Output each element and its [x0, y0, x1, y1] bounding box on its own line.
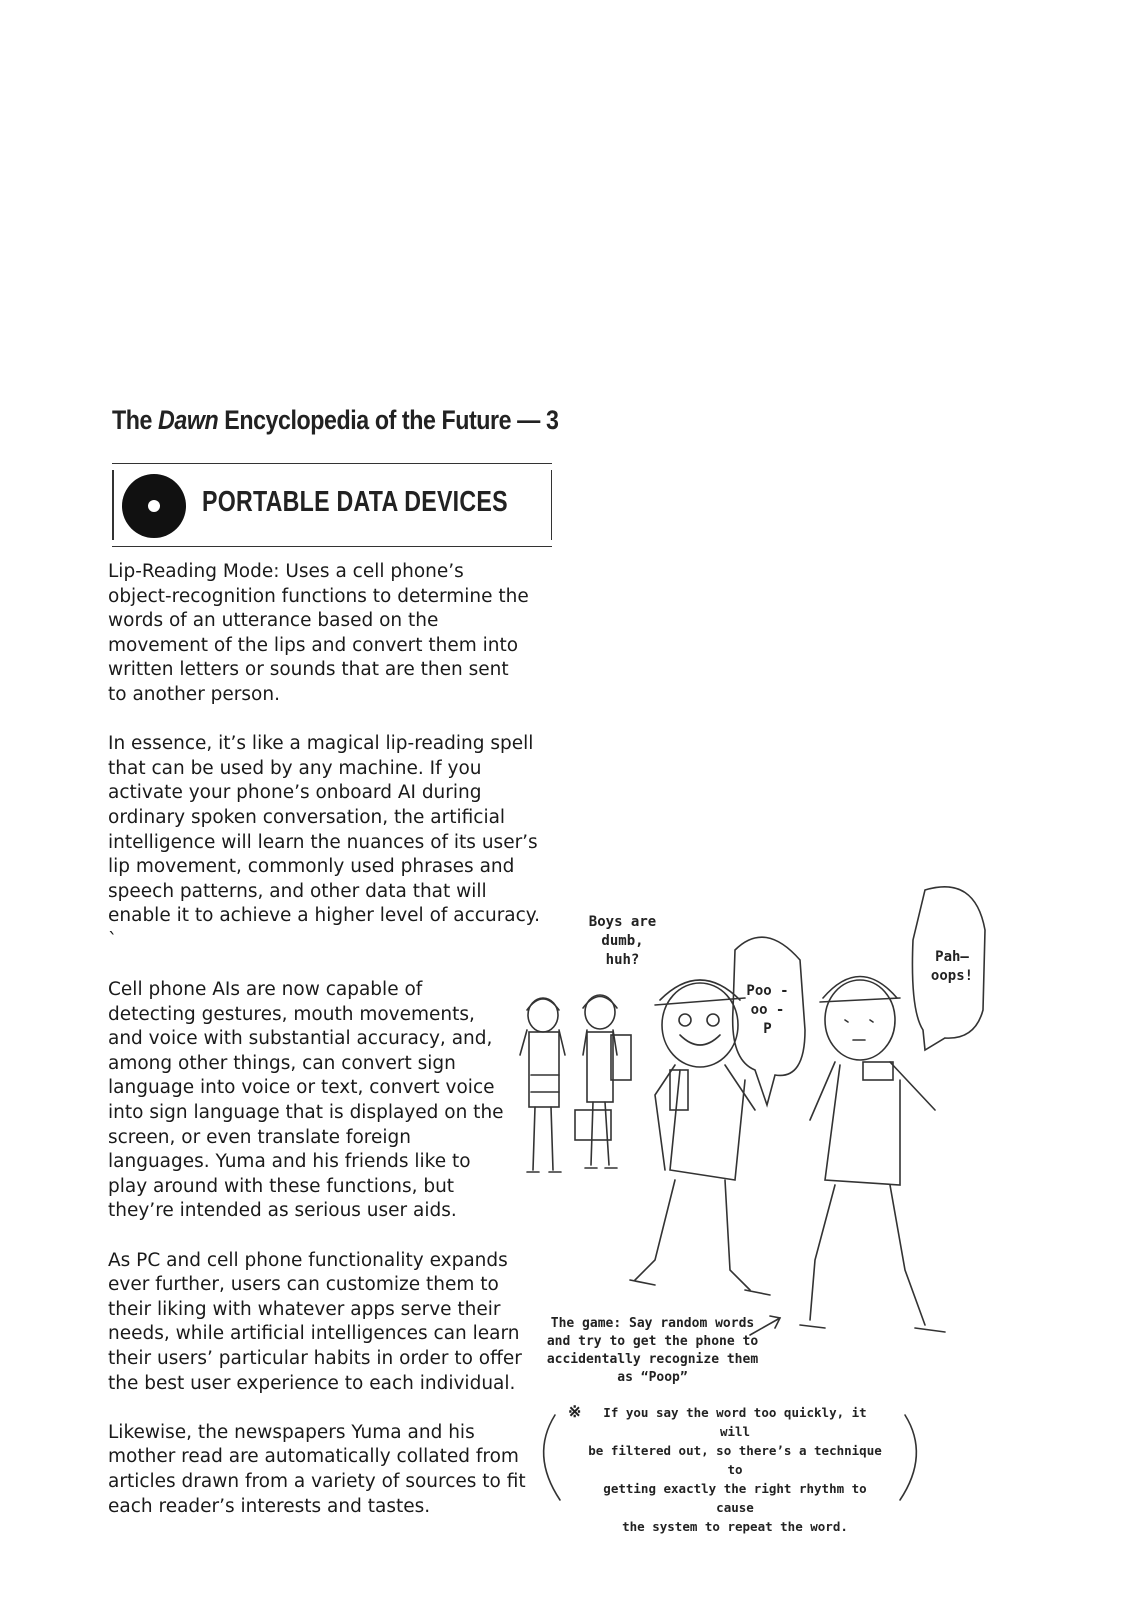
section-header: [112, 463, 552, 547]
note-paren-right: [900, 1415, 916, 1500]
girl-right: [575, 995, 631, 1168]
note-paren-left: [544, 1415, 560, 1500]
paragraph-ai-capabilities: Cell phone AIs are now capable of detecting gestures, mouth movements, and voice with substantial accuracy, and, among other things, can convert sign language into voice or text, convert voice into sign language that is displayed on the screen, or even translate foreign languages. Yuma and his friends like to play around with these functions, but they’re intended as serious user aids.: [108, 979, 504, 1222]
game-caption: The game: Say random words and try to get the phone to accidentally recognize them as “Poop”: [546, 1316, 759, 1385]
paragraph-functionality: As PC and cell phone functionality expands ever further, users can customize them to their liking with whatever apps serve their needs, while artificial intelligences can learn their users’ particular habits in order to offer the best user experience to each individual.: [108, 1249, 522, 1394]
paragraph-newspapers: Likewise, the newspapers Yuma and his mother read are automatically collated from articles drawn from a variety of sources to fit each reader’s interests and tastes.: [108, 1421, 526, 1517]
bubble-boy1: Poo - oo - P: [746, 983, 789, 1037]
paragraph-essence: In essence, it’s like a magical lip-reading spell that can be used by any machine. If you activate your phone’s onboard AI during ordinary spoken conversation, the artificial intelligence will learn the nuances of its user’s lip movement, commonly used phrases and speech patterns, and other data that will enable it to achieve a higher level of accuracy. `: [108, 733, 540, 951]
paragraph-lip-reading: Lip-Reading Mode: Uses a cell phone’s object-recognition functions to determine the words of an utterance based on the movement of the lips and convert them into written letters or sounds that are then sent to another person.: [108, 561, 529, 705]
title-prefix: The: [112, 405, 159, 435]
bubble-boy2: Pah— oops!: [930, 949, 974, 984]
section-border-left: [112, 470, 114, 540]
disc-hole: [148, 500, 160, 512]
filter-note: If you say the word too quickly, it will be filtered out, so there’s a technique to getting exactly the right rhythm to cause the system to repeat the word.: [588, 1405, 882, 1534]
note-mark: ※: [568, 1402, 582, 1421]
title-suffix: Encyclopedia of the Future — 3: [218, 405, 559, 435]
page-title: [112, 405, 558, 436]
title-emphasis: Dawn: [158, 405, 219, 435]
section-title: PORTABLE DATA DEVICES: [202, 486, 508, 518]
disc-icon: [122, 474, 186, 538]
section-border-right: [551, 470, 553, 540]
girl-left: [520, 998, 565, 1172]
bubble-girls: Boys are dumb, huh?: [588, 914, 657, 968]
